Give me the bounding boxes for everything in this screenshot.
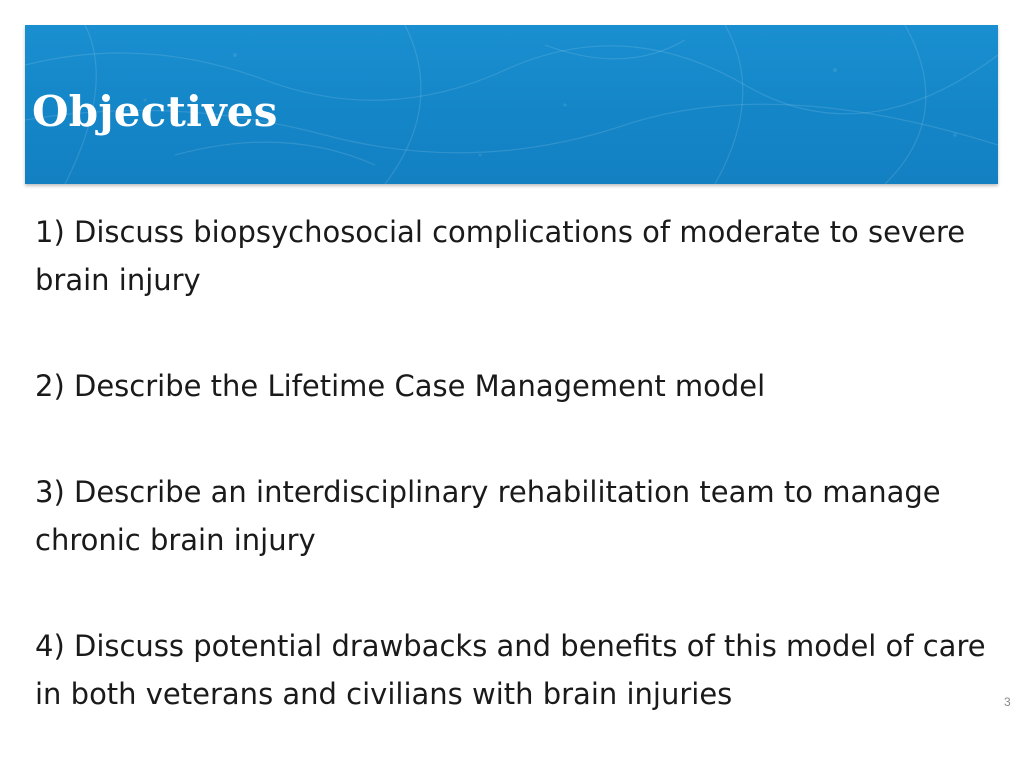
objective-item-2: 2) Describe the Lifetime Case Management model: [35, 369, 766, 403]
objective-item-3: 3) Describe an interdisciplinary rehabilitation team to manage chronic brain injury: [35, 475, 941, 557]
slide-number: 3: [1004, 695, 1011, 709]
objective-item-4: 4) Discuss potential drawbacks and benefits of this model of care in both veterans and civilians with brain injuries: [35, 629, 986, 711]
page-title: Objectives: [32, 87, 278, 136]
objective-item-1: 1) Discuss biopsychosocial complications of moderate to severe brain injury: [35, 215, 966, 297]
objectives-list: [35, 208, 1015, 768]
